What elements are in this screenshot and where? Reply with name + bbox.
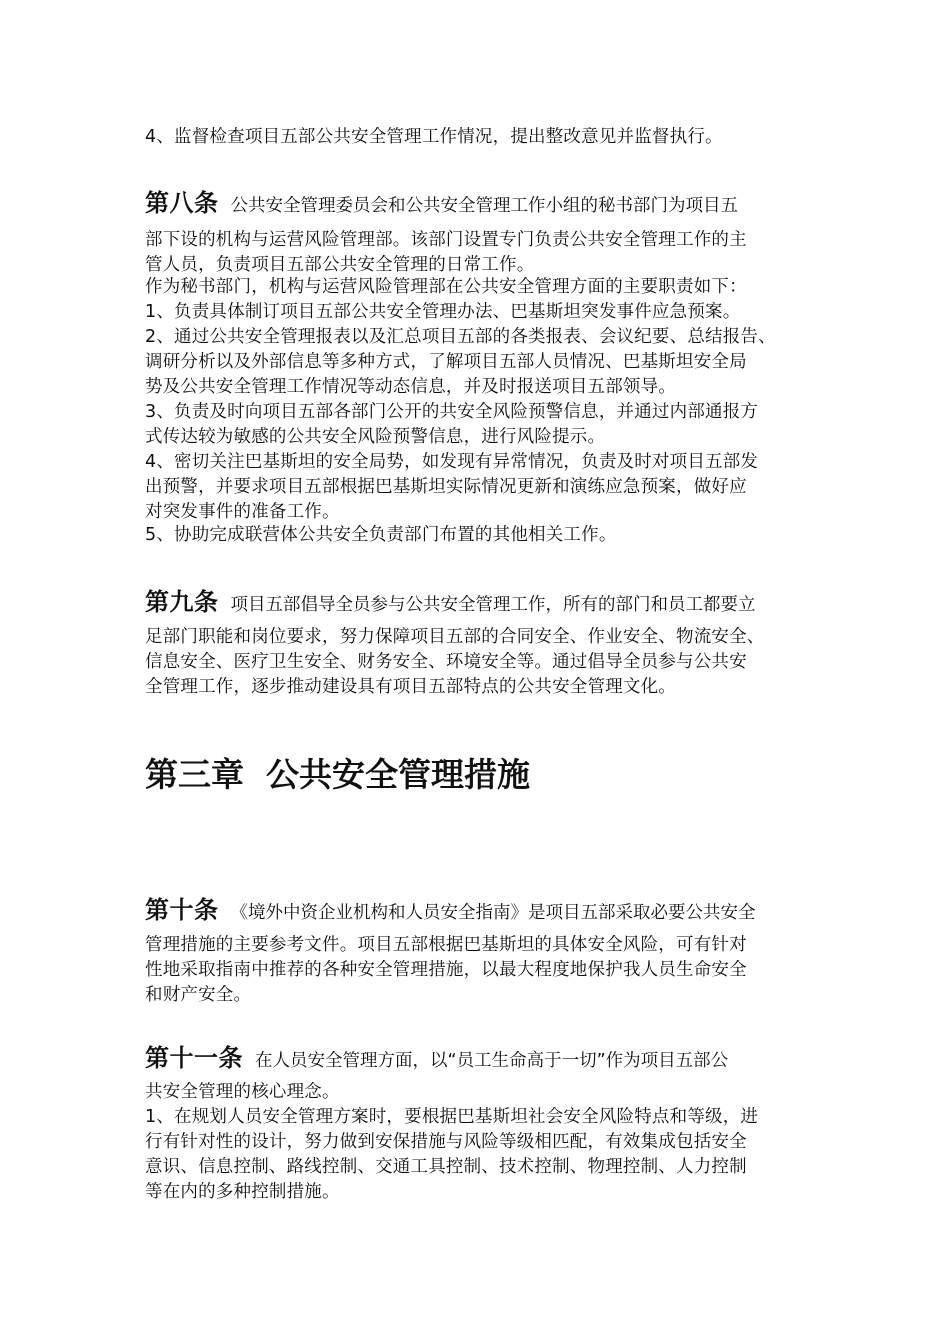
paragraph-line: 出预警，并要求项目五部根据巴基斯坦实际情况更新和演练应急预案，做好应 [145, 477, 747, 497]
article-number: 第十一条 [145, 1044, 243, 1072]
article-number: 第八条 [145, 189, 219, 217]
paragraph-line: 调研分析以及外部信息等多种方式，了解项目五部人员情况、巴基斯坦安全局 [145, 352, 747, 372]
article-9-heading [145, 582, 756, 625]
chapter-number: 第三章 [145, 755, 244, 794]
list-item: 5、协助完成联营体公共安全负责部门布置的其他相关工作。 [145, 525, 617, 545]
list-item: 2、通过公共安全管理报表以及汇总项目五部的各类报表、会议纪要、总结报告、 [145, 327, 776, 347]
paragraph-line: 管理措施的主要参考文件。项目五部根据巴基斯坦的具体安全风险，可有针对 [145, 935, 747, 955]
paragraph-line: 全管理工作，逐步推动建设具有项目五部特点的公共安全管理文化。 [145, 677, 676, 697]
paragraph-line: 式传达较为敏感的公共安全风险预警信息，进行风险提示。 [145, 427, 606, 447]
paragraph-line: 和财产安全。 [145, 985, 252, 1005]
chapter-name: 公共安全管理措施 [266, 755, 530, 794]
item-supervise: 4、监督检查项目五部公共安全管理工作情况，提出整改意见并监督执行。 [145, 127, 723, 147]
paragraph-line: 项目五部倡导全员参与公共安全管理工作，所有的部门和员工都要立 [230, 595, 756, 615]
paragraph-line: 信息安全、医疗卫生安全、财务安全、环境安全等。通过倡导全员参与公共安 [145, 652, 747, 672]
list-item: 4、密切关注巴基斯坦的安全局势，如发现有异常情况，负责及时对项目五部发 [145, 452, 759, 472]
article-10-heading [145, 890, 756, 933]
paragraph-line: 《境外中资企业机构和人员安全指南》是项目五部采取必要公共安全 [230, 903, 756, 923]
list-item: 1、在规划人员安全管理方案时，要根据巴基斯坦社会安全风险特点和等级，进 [145, 1107, 759, 1127]
article-8-heading [145, 183, 738, 226]
paragraph-line: 在人员安全管理方面，以“员工生命高于一切”作为项目五部公 [255, 1051, 729, 1071]
list-item: 3、负责及时向项目五部各部门公开的共安全风险预警信息，并通过内部通报方 [145, 402, 759, 422]
paragraph-line: 势及公共安全管理工作情况等动态信息，并及时报送项目五部领导。 [145, 377, 676, 397]
article-number: 第九条 [145, 588, 219, 616]
paragraph-line: 对突发事件的准备工作。 [145, 502, 340, 522]
chapter-title [145, 750, 530, 800]
paragraph-line: 公共安全管理委员会和公共安全管理工作小组的秘书部门为项目五 [230, 196, 738, 216]
article-number: 第十条 [145, 896, 219, 924]
paragraph-line: 意识、信息控制、路线控制、交通工具控制、技术控制、物理控制、人力控制 [145, 1157, 747, 1177]
paragraph-line: 性地采取指南中推荐的各种安全管理措施，以最大程度地保护我人员生命安全 [145, 960, 747, 980]
paragraph-line: 足部门职能和岗位要求，努力保障项目五部的合同安全、作业安全、物流安全、 [145, 627, 765, 647]
paragraph-line: 行有针对性的设计，努力做到安保措施与风险等级相匹配，有效集成包括安全 [145, 1132, 747, 1152]
paragraph-line: 共安全管理的核心理念。 [145, 1082, 340, 1102]
article-11-heading [145, 1038, 728, 1081]
paragraph-line: 作为秘书部门，机构与运营风险管理部在公共安全管理方面的主要职责如下： [145, 277, 747, 297]
paragraph-line: 部下设的机构与运营风险管理部。该部门设置专门负责公共安全管理工作的主 [145, 230, 747, 250]
list-item: 1、负责具体制订项目五部公共安全管理办法、巴基斯坦突发事件应急预案。 [145, 302, 741, 322]
paragraph-line: 管人员，负责项目五部公共安全管理的日常工作。 [145, 255, 535, 275]
paragraph-line: 等在内的多种控制措施。 [145, 1182, 340, 1202]
